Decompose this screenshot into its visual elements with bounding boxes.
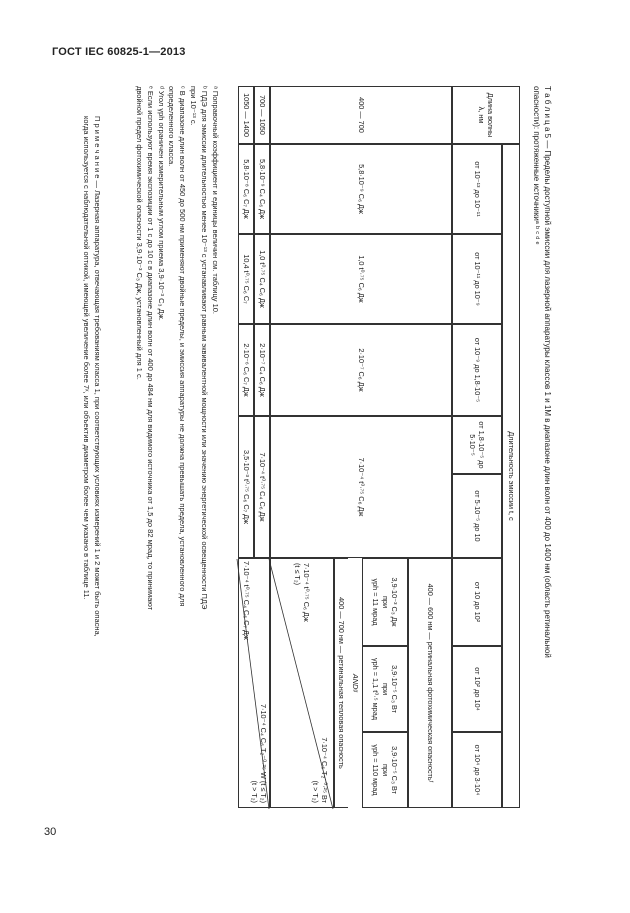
photochem-c-value: 3,9·10⁻⁵ C₃ Вт — [390, 746, 400, 794]
table-cell — [254, 416, 270, 558]
photochem-b-angle: γph = 1,1 t⁰·⁵ мрад — [371, 657, 381, 721]
row-label-text: 700 — 1050 — [257, 95, 267, 135]
thermal-right-block — [310, 737, 329, 803]
column-header — [452, 474, 502, 558]
table-cell — [270, 234, 452, 324]
photochem-a-value: 3,9·10⁻³ C₃ Дж — [390, 577, 400, 627]
column-header-text: от 10⁻⁹ до 1,8·10⁻⁵ — [472, 337, 482, 403]
cell-value: 5,8·10⁻⁸ C₆ C₇ Дж — [241, 159, 251, 219]
thermal-left-value: 7·10⁻⁴ t⁰·⁷⁵ C₆ Дж — [302, 563, 311, 622]
primechanie — [80, 116, 102, 816]
cell-value: 7·10⁻⁴ t⁰·⁷⁵ C₄ C₆ C₇ Дж — [241, 561, 251, 640]
column-header — [452, 416, 502, 474]
footnote: ᵃ Поправочный коэффициент и единицы величин см. таблицу 10. — [211, 86, 220, 315]
photochem-b-value: 3,9·10⁻⁵ C₃ Вт — [390, 665, 400, 713]
photochem-c-at: при — [380, 763, 390, 777]
header-wavelength — [452, 86, 520, 144]
footnote: ᵇ ПДЭ для эмиссии длительностью менее 10⁻¹³ с устанавливают равным эквивалентной мощности или значению энергетической освещенности ПДЭ — [200, 86, 210, 610]
split-right-cond-le: (t ≤ T₂) — [259, 780, 268, 803]
split-right-block — [249, 704, 268, 803]
column-header-text: от 10⁴ до 3·10⁴ — [472, 744, 482, 796]
primechanie-line: когда используется с наблюдательной оптикой, имеющей увеличение более 7ˣ, или объектив диаметром более чем указано в таблице 11. — [82, 116, 92, 600]
column-header — [452, 324, 502, 416]
footnote: определенного класса. — [167, 86, 177, 167]
table-cell — [254, 144, 270, 234]
thermal-left-cond: (t ≤ T₂) — [292, 563, 302, 586]
cell-value: 2·10⁻⁷ C₄ C₆ Дж — [257, 343, 267, 397]
cell-value: 2·10⁻⁶ C₆ C₇ Дж — [241, 343, 251, 397]
column-header — [452, 234, 502, 324]
column-header-text: от 10 до 10² — [472, 581, 482, 623]
primechanie-line: П р и м е ч а н и е — Лазерная аппаратура, отвечающая требованиям класса 1, при соответствующих условиях измерений 1 и 2 может быть опасна, — [93, 116, 102, 637]
column-header-text: от 10⁻¹³ до 10⁻¹¹ — [472, 161, 482, 217]
rotated-table-block — [70, 72, 560, 848]
header-duration — [502, 144, 520, 808]
table-cell — [270, 416, 452, 558]
table-cell — [238, 558, 254, 678]
document-header: ГОСТ IEC 60825-1—2013 — [52, 46, 186, 58]
caption-line-1: Т а б л и ц а 5 — Пределы доступной эмиссии для лазерной аппаратуры классов 1 и 1М в диапазоне длин волн от 400 до 1400 нм (область ретинальной — [543, 86, 552, 658]
row-label-text: 1050 — 1400 — [241, 93, 251, 137]
cell-value: 1,0 t⁰·⁷⁵ C₄ C₆ Дж — [257, 250, 267, 308]
column-header-text: от 5·10⁻⁵ до 10 — [472, 490, 482, 542]
row-label-text: 400 — 700 — [356, 97, 366, 133]
thermal-cell — [270, 558, 334, 808]
photochem-title: 400 — 600 нм — ретинальная фотохимическая опасностьᶠ — [425, 583, 435, 783]
table-cell — [238, 144, 254, 234]
footnotes — [133, 86, 220, 826]
caption-line-2: опасности): протяженные источникиᵃ ᵇ ᶜ ᵈ ᵉ — [532, 86, 542, 245]
cell-value: 5,8·10⁻⁹ C₆ Дж — [356, 164, 366, 214]
column-header-text: от 10⁻¹¹ до 10⁻⁹ — [472, 252, 482, 306]
column-header-text: от 1,8·10⁻⁵ до 5·10⁻⁵ — [468, 421, 487, 469]
column-header-text: от 10² до 10⁴ — [472, 667, 482, 711]
table-cell — [238, 324, 254, 416]
header-duration-text: Длительность эмиссии t, с — [506, 431, 516, 521]
cell-value: 3,5·10⁻³ t⁰·⁷⁵ C₆ C₇ Дж — [241, 450, 251, 524]
footnote: ᵈ Угол γph ограничен измерительным углом приема 3,9·10⁻³ C₃ Дж. — [156, 86, 166, 321]
footnote: при 10⁻¹³ с. — [189, 86, 199, 126]
cell-value: 5,8·10⁻⁹ C₄ C₆ Дж — [257, 158, 267, 220]
split-right-value: 7·10⁻⁴ C₄ C₆ T₂⁻⁰·²⁵ W — [259, 703, 268, 779]
thermal-right-cond: (t > T₂) — [310, 780, 320, 803]
photochem-a-angle: γph = 11 мрад — [371, 578, 381, 626]
and-label: ANDᵍ — [350, 673, 360, 693]
photochem-a-cell — [362, 558, 408, 646]
footnote: двойной предел фотохимической опасности 3,9·10⁻³ C₃ Дж, установленный для 1 с. — [134, 86, 144, 380]
thermal-right-value: 7·10⁻⁴ C₆ T₂⁻⁰·²⁵ Вт — [320, 737, 329, 803]
thermal-title: 400 — 700 нм — ретинальная тепловая опасность — [337, 597, 347, 769]
cell-value: 10,4 t⁰·⁷⁵ C₆ C₇ — [241, 254, 251, 304]
column-header — [452, 732, 502, 808]
table-cell — [254, 234, 270, 324]
cell-value: 2·10⁻⁷ C₆ Дж — [356, 348, 366, 392]
row-label-1050-1400 — [238, 86, 254, 144]
photochem-b-cell — [362, 646, 408, 732]
table-cell — [238, 234, 254, 324]
column-header — [452, 144, 502, 234]
thermal-left-block — [292, 563, 311, 622]
header-wavelength-text: Длина волны λ, нм — [477, 92, 496, 138]
photochem-title-cell — [408, 558, 452, 808]
column-header — [452, 646, 502, 732]
column-header — [452, 558, 502, 646]
photochem-c-angle: γph = 110 мрад — [371, 744, 381, 796]
table-cell — [270, 324, 452, 416]
photochem-b-at: при — [380, 682, 390, 696]
table-cell — [254, 324, 270, 416]
limits-table — [238, 86, 520, 808]
table-cell — [238, 416, 254, 558]
cell-value: 7·10⁻⁴ t⁰·⁷⁵ C₆ Дж — [356, 457, 366, 517]
and-cell — [348, 558, 362, 808]
row-label-400-700 — [270, 86, 452, 144]
photochem-a-at: при — [380, 595, 390, 609]
footnote: ᵉ Если используют время экспозиции от 1 с до 10 с в диапазоне длин волн от 400 до 484 нм для видимого источника от 1,5 до 82 мрад, то принимают — [145, 86, 155, 611]
table-caption — [530, 86, 552, 826]
split-right-cond-gt: (t > T₂) — [249, 780, 259, 803]
cell-value: 1,0 t⁰·⁷⁵ C₆ Дж — [356, 255, 366, 303]
cell-value: 7·10⁻⁴ t⁰·⁷⁵ C₄ C₆ Дж — [257, 452, 267, 522]
table-cell — [270, 144, 452, 234]
row-label-700-1050 — [254, 86, 270, 144]
page-number: 30 — [44, 826, 57, 838]
footnote: ᶜ В диапазоне длин волн от 450 до 500 нм применяют двойные пределы, и эмиссия аппаратуры не должна превышать предела, установленного для — [178, 86, 188, 607]
split-right-line1 — [259, 704, 268, 803]
thermal-title-cell — [334, 558, 348, 808]
photochem-c-cell — [362, 732, 408, 808]
